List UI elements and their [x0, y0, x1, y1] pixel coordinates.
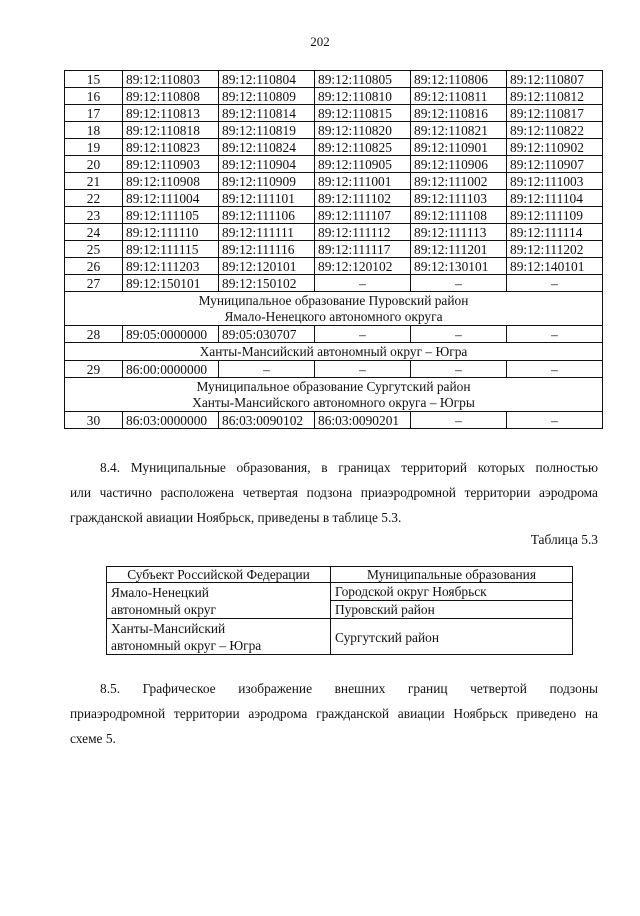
row-number: 30 [65, 412, 123, 429]
cadastral-number: 89:12:111004 [123, 190, 219, 207]
table-row [65, 412, 603, 429]
cadastral-number: 89:12:120102 [315, 258, 411, 275]
row-number: 17 [65, 105, 123, 122]
cadastral-number: 89:12:110905 [315, 156, 411, 173]
cadastral-number: 89:12:110806 [411, 71, 507, 88]
cadastral-number: 89:12:110818 [123, 122, 219, 139]
cadastral-number: 89:12:150101 [123, 275, 219, 292]
cadastral-number: 89:12:110817 [507, 105, 603, 122]
subject-line: Ямало-Ненецкий [111, 585, 209, 600]
row-number: 28 [65, 326, 123, 343]
group-heading-line: Муниципальное образование Пуровский район [198, 293, 469, 308]
paragraph-line: приаэродромной территории аэродрома гражданской авиации Ноябрьск приведено на [70, 706, 598, 721]
cadastral-number: – [507, 275, 603, 292]
cadastral-number: 89:12:110815 [315, 105, 411, 122]
cadastral-number: 89:12:130101 [411, 258, 507, 275]
cadastral-number: 89:12:110809 [219, 88, 315, 105]
row-number: 29 [65, 361, 123, 378]
cadastral-number: 89:12:110820 [315, 122, 411, 139]
page-number: 202 [310, 34, 330, 49]
paragraph-line: гражданской авиации Ноябрьск, приведены в таблице 5.3. [70, 510, 402, 525]
paragraph-8-4 [70, 455, 598, 530]
cadastral-number: 89:12:111203 [123, 258, 219, 275]
cadastral-number: 86:03:0090201 [315, 412, 411, 429]
cadastral-number: 89:12:111002 [411, 173, 507, 190]
table-caption: Таблица 5.3 [530, 532, 598, 547]
cadastral-number: 86:00:0000000 [123, 361, 219, 378]
cadastral-number: 89:12:111102 [315, 190, 411, 207]
table-row [65, 258, 603, 275]
cadastral-number: 89:12:111115 [123, 241, 219, 258]
header-subject: Субъект Российской Федерации [107, 567, 331, 583]
cadastral-number: 89:12:111112 [315, 224, 411, 241]
table-row [65, 139, 603, 156]
cadastral-number: – [411, 326, 507, 343]
municipality-cell: Городской округ Ноябрьск [331, 583, 573, 601]
cadastral-number: 89:12:110822 [507, 122, 603, 139]
group-heading-line: Ханты-Мансийского автономного округа – Югры [192, 395, 475, 410]
table-row [65, 173, 603, 190]
table-row [65, 224, 603, 241]
row-number: 15 [65, 71, 123, 88]
table-row [107, 583, 573, 601]
cadastral-number: 89:12:110816 [411, 105, 507, 122]
row-number: 20 [65, 156, 123, 173]
group-heading-line: Ямало-Ненецкого автономного округа [224, 309, 443, 324]
row-number: 16 [65, 88, 123, 105]
cadastral-number: 89:12:111105 [123, 207, 219, 224]
subject-line: автономный округ [111, 602, 216, 617]
cadastral-number: 89:12:110825 [315, 139, 411, 156]
row-number: 22 [65, 190, 123, 207]
table-row [65, 190, 603, 207]
table-row [65, 88, 603, 105]
cadastral-number: 89:12:111117 [315, 241, 411, 258]
row-number: 23 [65, 207, 123, 224]
subject-line: Ханты-Мансийский [111, 621, 226, 636]
cadastral-number: 89:12:110812 [507, 88, 603, 105]
header-municipalities: Муниципальные образования [331, 567, 573, 583]
subject-line: автономный округ – Югра [111, 638, 262, 653]
cadastral-number: 89:12:111110 [123, 224, 219, 241]
cadastral-number: – [507, 326, 603, 343]
cadastral-number: 89:12:111201 [411, 241, 507, 258]
cadastral-number: 89:12:111116 [219, 241, 315, 258]
cadastral-number: 89:12:111107 [315, 207, 411, 224]
row-number: 26 [65, 258, 123, 275]
subject-cell [107, 583, 331, 619]
table-header-row [107, 567, 573, 583]
cadastral-number: – [315, 361, 411, 378]
table-row [65, 71, 603, 88]
cadastral-number: 89:12:111103 [411, 190, 507, 207]
cadastral-number: 89:12:110908 [123, 173, 219, 190]
cadastral-number: 89:12:110823 [123, 139, 219, 156]
cadastral-number: 89:12:111003 [507, 173, 603, 190]
cadastral-number: 89:12:111113 [411, 224, 507, 241]
cadastral-number: 89:12:110819 [219, 122, 315, 139]
group-heading [65, 378, 603, 412]
table-row [65, 105, 603, 122]
cadastral-number: 89:12:111108 [411, 207, 507, 224]
cadastral-number: 89:12:111101 [219, 190, 315, 207]
table-row [65, 207, 603, 224]
cadastral-number: 89:12:110813 [123, 105, 219, 122]
cadastral-number: 89:12:111106 [219, 207, 315, 224]
cadastral-number: 89:12:111001 [315, 173, 411, 190]
cadastral-number: 89:12:110804 [219, 71, 315, 88]
cadastral-number: 89:12:110909 [219, 173, 315, 190]
cadastral-number: 89:12:110814 [219, 105, 315, 122]
paragraph-line: или частично расположена четвертая подзона приаэродромной территории аэродрома [70, 485, 598, 500]
table-row [65, 275, 603, 292]
cadastral-number: 89:12:110901 [411, 139, 507, 156]
cadastral-number: 89:12:110807 [507, 71, 603, 88]
group-heading-line: Ханты-Мансийский автономный округ – Югра [199, 344, 468, 359]
cadastral-number: 89:12:150102 [219, 275, 315, 292]
row-number: 24 [65, 224, 123, 241]
row-number: 18 [65, 122, 123, 139]
cadastral-table-body [65, 71, 603, 429]
cadastral-number: 89:12:110903 [123, 156, 219, 173]
table-row [65, 156, 603, 173]
cadastral-number: 89:12:110808 [123, 88, 219, 105]
cadastral-number: – [411, 275, 507, 292]
cadastral-number: 89:12:120101 [219, 258, 315, 275]
cadastral-number: – [507, 361, 603, 378]
cadastral-number: 89:12:111111 [219, 224, 315, 241]
table-row [65, 122, 603, 139]
cadastral-number: 86:03:0090102 [219, 412, 315, 429]
paragraph-line: схеме 5. [70, 731, 116, 746]
cadastral-number: 89:12:110803 [123, 71, 219, 88]
cadastral-number: – [507, 412, 603, 429]
row-number: 21 [65, 173, 123, 190]
cadastral-number: 89:12:110805 [315, 71, 411, 88]
table-row [65, 241, 603, 258]
cadastral-number: 89:12:110811 [411, 88, 507, 105]
cadastral-number: 89:12:110821 [411, 122, 507, 139]
subject-cell [107, 619, 331, 655]
cadastral-number: 89:05:030707 [219, 326, 315, 343]
cadastral-number: 89:12:110907 [507, 156, 603, 173]
group-row [65, 343, 603, 361]
cadastral-number: – [411, 361, 507, 378]
cadastral-number: – [411, 412, 507, 429]
cadastral-number: 89:12:111104 [507, 190, 603, 207]
group-row [65, 378, 603, 412]
cadastral-number: 89:05:0000000 [123, 326, 219, 343]
cadastral-number: 89:12:110906 [411, 156, 507, 173]
group-heading [65, 343, 603, 361]
cadastral-number: 89:12:111109 [507, 207, 603, 224]
group-heading [65, 292, 603, 326]
cadastral-number: 89:12:110902 [507, 139, 603, 156]
cadastral-number: 89:12:110904 [219, 156, 315, 173]
cadastral-number: – [219, 361, 315, 378]
municipality-cell: Сургутский район [331, 619, 573, 655]
municipalities-table [106, 566, 573, 655]
cadastral-number: 89:12:111202 [507, 241, 603, 258]
row-number: 25 [65, 241, 123, 258]
row-number: 27 [65, 275, 123, 292]
paragraph-line: 8.5. Графическое изображение внешних границ четвертой подзоны [100, 681, 598, 696]
cadastral-number: – [315, 326, 411, 343]
municipality-cell: Пуровский район [331, 601, 573, 619]
cadastral-number: 89:12:110810 [315, 88, 411, 105]
paragraph-line: 8.4. Муниципальные образования, в границах территорий которых полностью [100, 460, 598, 475]
cadastral-table [64, 70, 603, 429]
cadastral-number: 86:03:0000000 [123, 412, 219, 429]
cadastral-number: 89:12:140101 [507, 258, 603, 275]
paragraph-8-5 [70, 676, 598, 751]
cadastral-number: 89:12:111114 [507, 224, 603, 241]
row-number: 19 [65, 139, 123, 156]
table-row [65, 361, 603, 378]
table-row [107, 619, 573, 655]
group-heading-line: Муниципальное образование Сургутский район [196, 379, 471, 394]
cadastral-number: 89:12:110824 [219, 139, 315, 156]
group-row [65, 292, 603, 326]
table-row [65, 326, 603, 343]
cadastral-number: – [315, 275, 411, 292]
